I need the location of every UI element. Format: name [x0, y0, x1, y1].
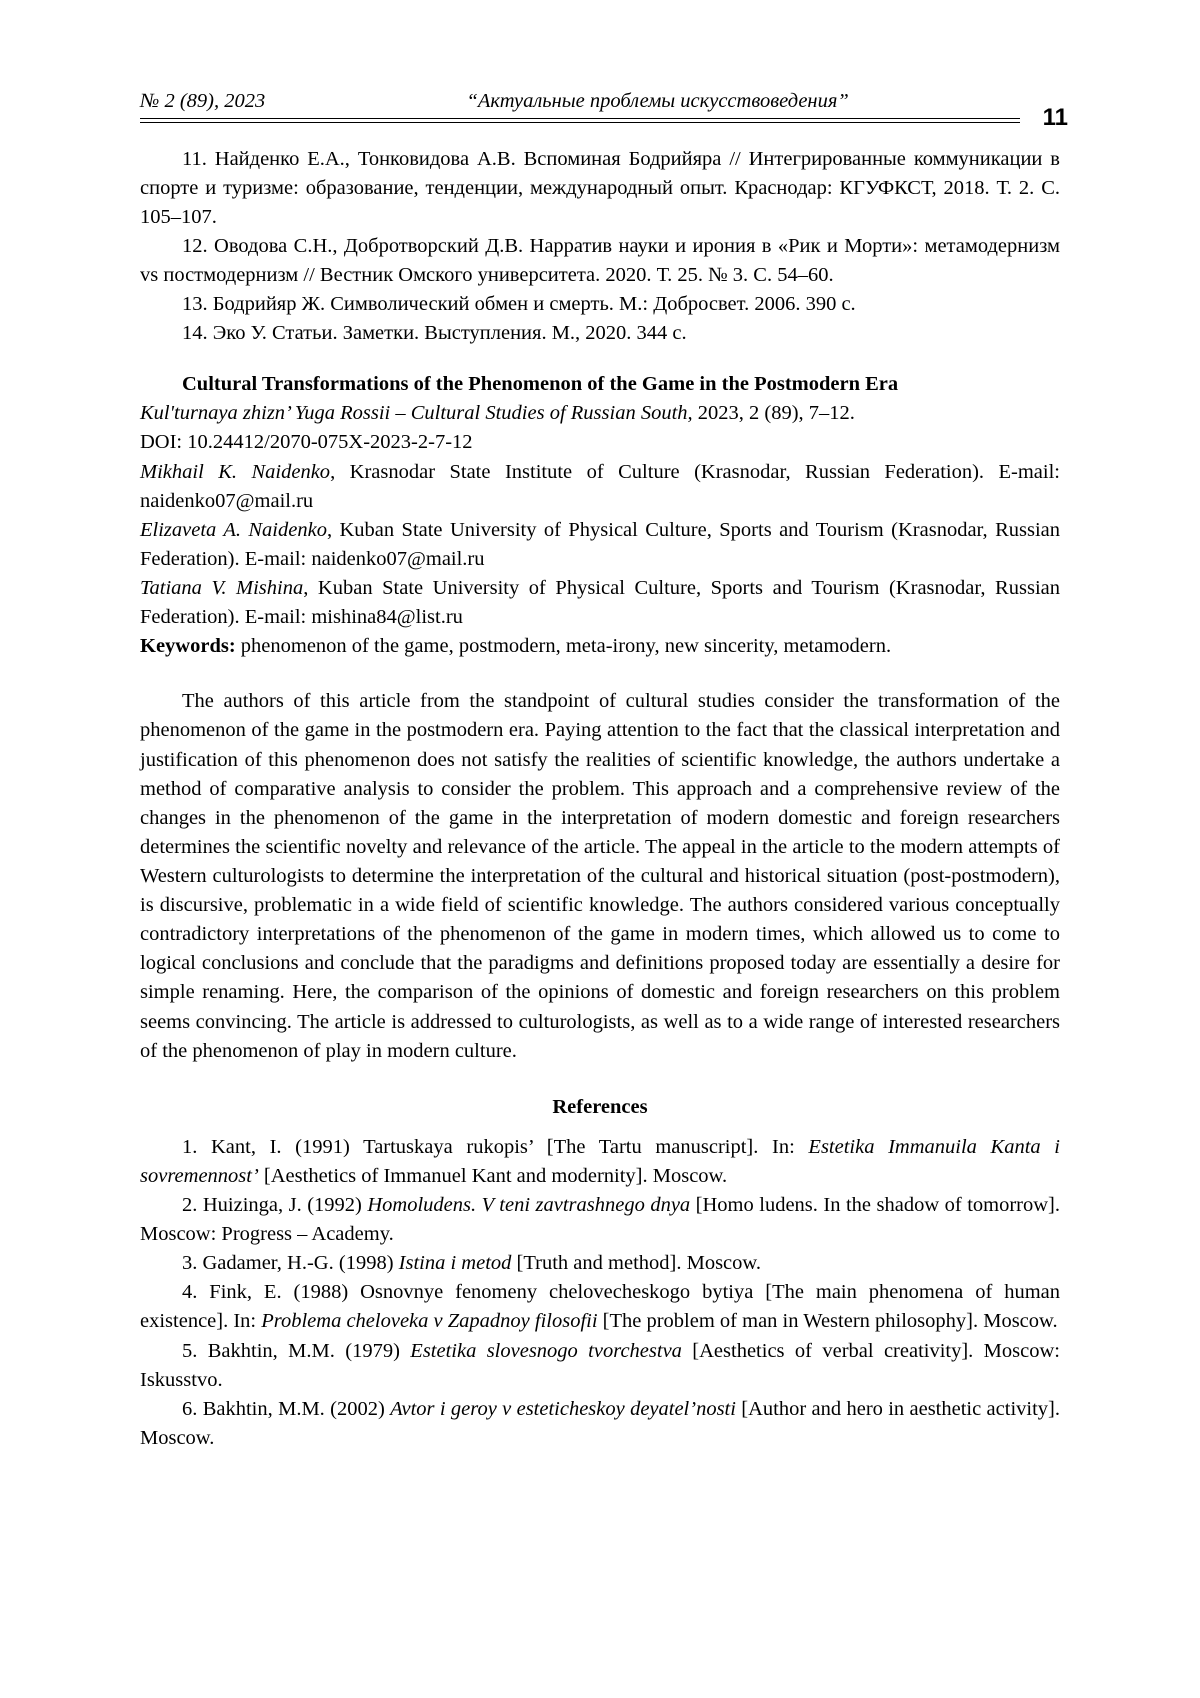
ref-post: [Author and hero in aesthetic activity]. Moscow.: [140, 1397, 1060, 1449]
ref-pre: 5. Bakhtin, M.M. (1979): [182, 1339, 411, 1362]
author-affiliation: , Kuban State University of Physical Culture, Sports and Tourism (Krasnodar, Russian Federation). E-mail: mishina84@list.ru: [140, 577, 1060, 629]
keywords-line: [140, 632, 1060, 661]
author-name: Tatiana V. Mishina: [140, 577, 304, 600]
ref-italic: Avtor i geroy v esteticheskoy deyatel’nosti: [390, 1397, 736, 1420]
ref-italic: Problema cheloveka v Zapadnoy filosofii: [261, 1310, 598, 1333]
author-name: Mikhail K. Naidenko: [140, 460, 331, 483]
page-header: [140, 90, 1060, 117]
list-item: 14. Эко У. Статьи. Заметки. Выступления. М., 2020. 344 с.: [182, 322, 687, 345]
ref-post: [Truth and method]. Moscow.: [511, 1252, 761, 1275]
ref-italic: Homoludens. V teni zavtrashnego dnya: [367, 1194, 691, 1216]
list-item: [140, 1249, 1060, 1278]
ref-pre: 3. Gadamer, H.-G. (1998): [182, 1252, 399, 1275]
keywords-label: Keywords:: [140, 635, 236, 658]
english-reference-list: [140, 1133, 1060, 1453]
list-item: 11. Найденко Е.А., Тонковидова А.В. Вспоминая Бодрийяра // Интегрированные коммуникации в спорте и туризме: образование, тенденции, международный опыт. Краснодар: КГУФКСТ, 2018. Т. 2. С. 105–107.: [140, 147, 1060, 228]
author-affiliation: , Kuban State University of Physical Culture, Sports and Tourism (Krasnodar, Russian Federation). E-mail: naidenko07@mail.ru: [140, 518, 1060, 570]
header-divider: [140, 103, 1068, 131]
list-item: 12. Оводова С.Н., Добротворский Д.В. Нарратив науки и ирония в «Рик и Морти»: метамодернизм vs постмодернизм // Вестник Омского университета. 2020. Т. 25. № 3. С. 54–60.: [140, 234, 1060, 286]
ref-post: [Aesthetics of verbal creativity]. Moscow: Iskusstvo.: [140, 1339, 1060, 1391]
article-title-en: Cultural Transformations of the Phenomenon of the Game in the Postmodern Era: [182, 373, 899, 396]
list-item: [140, 1133, 1060, 1191]
ref-pre: 4. Fink, E. (1988) Osnovnye fenomeny chelovecheskogo bytiya [The main phenomena of human existence]. In:: [140, 1281, 1060, 1333]
list-item: [140, 1395, 1060, 1453]
source-rest: 2023, 2 (89), 7–12.: [692, 402, 855, 425]
article-doi: DOI: 10.24412/2070-075X-2023-2-7-12: [140, 431, 473, 454]
ref-pre: 2. Huizinga, J. (1992): [182, 1194, 368, 1216]
ref-italic: Istina i metod: [398, 1252, 512, 1275]
author-entry: [140, 574, 1060, 632]
references-heading: References: [552, 1095, 648, 1118]
ref-post: [Homo ludens. In the shadow of tomorrow]. Moscow: Progress – Academy.: [140, 1194, 1060, 1246]
ref-pre: 6. Bakhtin, M.M. (2002): [182, 1397, 391, 1420]
author-affiliation: , Krasnodar State Institute of Culture (Krasnodar, Russian Federation). E-mail: naidenko07@mail.ru: [140, 460, 1060, 512]
abstract-text: The authors of this article from the standpoint of cultural studies consider the transformation of the phenomenon of the game in the postmodern era. Paying attention to the fact that the classical interpretation and justification of this phenomenon does not satisfy the realities of scientific knowledge, the authors undertake a method of comparative analysis to consider the problem. This approach and a comprehensive review of the changes in the phenomenon of the game in the interpretation of modern domestic and foreign researchers determines the scientific novelty and relevance of the article. The appeal in the article to the modern attempts of Western culturologists to determine the interpretation of the cultural and historical situation (post-postmodern), is discursive, problematic in a wide field of scientific knowledge. The authors considered various conceptually contradictory interpretations of the phenomenon of the game in modern times, which allowed us to come to logical conclusions and conclude that the paradigms and definitions proposed today are essentially a desire for simple renaming. Here, the comparison of the opinions of domestic and foreign researchers on this problem seems convincing. The article is addressed to culturologists, as well as to a wide range of interested researchers of the phenomenon of play in modern culture.: [140, 690, 1060, 1062]
source-italic: Kul'turnaya zhizn’ Yuga Rossii – Cultural Studies of Russian South,: [140, 402, 693, 425]
article-metadata: [140, 370, 1060, 661]
russian-reference-list: [140, 145, 1060, 349]
list-item: [140, 1191, 1060, 1249]
ref-post: [Aesthetics of Immanuel Kant and modernity]. Moscow.: [258, 1164, 728, 1187]
list-item: 13. Бодрийяр Ж. Символический обмен и смерть. М.: Добросвет. 2006. 390 с.: [182, 293, 856, 316]
article-source: [140, 399, 1060, 428]
abstract-block: [140, 687, 1060, 1065]
author-entry: [140, 458, 1060, 516]
list-item: [140, 1278, 1060, 1336]
list-item: [140, 1337, 1060, 1395]
ref-post: [The problem of man in Western philosophy]. Moscow.: [597, 1310, 1058, 1333]
keywords-value: phenomenon of the game, postmodern, meta-irony, new sincerity, metamodern.: [235, 635, 892, 658]
ref-italic: Estetika slovesnogo tvorchestva: [410, 1339, 682, 1362]
issue-label: № 2 (89), 2023: [140, 90, 266, 112]
ref-italic: Estetika Immanuila Kanta i sovremennost’: [140, 1135, 1060, 1187]
ref-pre: 1. Kant, I. (1991) Tartuskaya rukopis’ [The Tartu manuscript]. In:: [182, 1135, 809, 1158]
author-name: Elizaveta A. Naidenko: [140, 518, 327, 541]
journal-title: “Актуальные проблемы искусствоведения”: [466, 90, 849, 112]
page-number: 11: [1042, 103, 1068, 131]
page-content: [140, 90, 1068, 1453]
author-entry: [140, 516, 1060, 574]
